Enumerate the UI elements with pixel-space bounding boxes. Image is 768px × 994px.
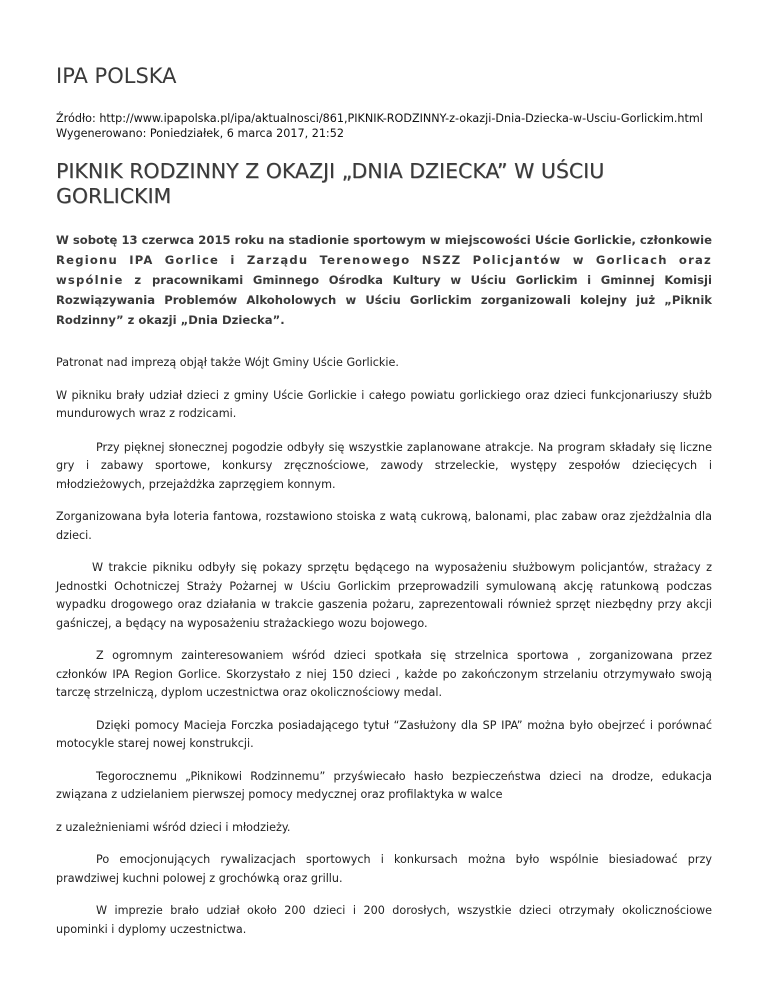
article-title: PIKNIK RODZINNY Z OKAZJI „DNIA DZIECKA” W UŚCIU GORLICKIM: [56, 159, 605, 208]
paragraph-strzelnica: Z ogromnym zainteresowaniem wśród dzieci spotkała się strzelnica sportowa , zorganizowana przez członków IPA Region Gorlice. Skorzystało z niej 150 dzieci , każde po zakończonym strzelaniu otrzymywało swoją tarczę strzelniczą, dyplom uczestnictwa oraz okolicznościowy medal.: [56, 649, 712, 699]
paragraph-uczestnicy: W pikniku brały udział dzieci z gminy Uście Gorlickie i całego powiatu gorlickiego oraz dzieci funkcjonariuszy służb mundurowych wraz z rodzicami.: [56, 388, 712, 420]
meta-info: [56, 111, 712, 141]
source-url: Źródło: http://www.ipapolska.pl/ipa/aktualnosci/861,PIKNIK-RODZINNY-z-okazji-Dnia-Dziecka-w-Usciu-Gorlickim.html: [56, 112, 703, 125]
generated-date: Wygenerowano: Poniedziałek, 6 marca 2017, 21:52: [56, 127, 344, 140]
paragraph-loteria: Zorganizowana była loteria fantowa, rozstawiono stoiska z watą cukrową, balonami, plac zabaw oraz zjeżdżalnia dla dzieci.: [56, 510, 712, 542]
paragraph-patronat: Patronat nad imprezą objął także Wójt Gminy Uście Gorlickie.: [56, 356, 399, 369]
paragraph-podsumowanie: W imprezie brało udział około 200 dzieci i 200 dorosłych, wszystkie dzieci otrzymały okolicznościowe upominki i dyplomy uczestnictwa.: [56, 904, 712, 936]
paragraph-uzaleznienia: z uzależnieniami wśród dzieci i młodzieży.: [56, 820, 291, 834]
document-page: [56, 0, 712, 939]
paragraph-biesiada: Po emocjonujących rywalizacjach sportowych i konkursach można było wspólnie biesiadować przy prawdziwej kuchni polowej z grochówką oraz grillu.: [56, 853, 712, 885]
lead-rest: pracownikami Gminnego Ośrodka Kultury w Uściu Gorlickim i Gminnej Komisji Rozwiązywania Problemów Alkoholowych w Uściu Gorlickim zorganizowali kolejny już „Piknik Rodzinny” z okazji „Dnia Dziecka”.: [56, 273, 712, 327]
paragraph-motocykle: Dzięki pomocy Macieja Forczka posiadającego tytuł “Zasłużony dla SP IPA” można było obejrzeć i porównać motocykle starej nowej konstrukcji.: [56, 718, 712, 750]
lead-line-2: Regionu IPA Gorlice i Zarządu Terenowego NSZZ Policjantów w Gorlicach oraz wspólnie z: [56, 253, 712, 287]
paragraph-haslo: Tegorocznemu „Piknikowi Rodzinnemu” przyświecało hasło bezpieczeństwa dzieci na drodze, edukacja związana z udzielaniem pierwszej pomocy medycznej oraz profilaktyka w walce: [56, 769, 712, 801]
lead-line-1: W sobotę 13 czerwca 2015 roku na stadionie sportowym w miejscowości Uście Gorlickie, członkowie: [56, 233, 712, 247]
site-title: IPA POLSKA: [56, 64, 177, 88]
article-lead: [56, 230, 712, 330]
paragraph-pokazy: W trakcie pikniku odbyły się pokazy sprzętu będącego na wyposażeniu służbowym policjantów, strażacy z Jednostki Ochotniczej Straży Pożarnej w Uściu Gorlickim przeprowadzili symulowaną akcję ratunkową podczas wypadku drogowego oraz działania w trakcie gaszenia pożaru, zaprezentowali również sprzęt niezbędny przy akcji gaśniczej, a będący na wyposażeniu strażackiego wozu bojowego.: [56, 561, 712, 630]
paragraph-atrakcje: Przy pięknej słonecznej pogodzie odbyły się wszystkie zaplanowane atrakcje. Na program składały się liczne gry i zabawy sportowe, konkursy zręcznościowe, zawody strzeleckie, występy zespołów dziecięcych i młodzieżowych, przejażdżka zaprzęgiem konnym.: [56, 440, 712, 491]
